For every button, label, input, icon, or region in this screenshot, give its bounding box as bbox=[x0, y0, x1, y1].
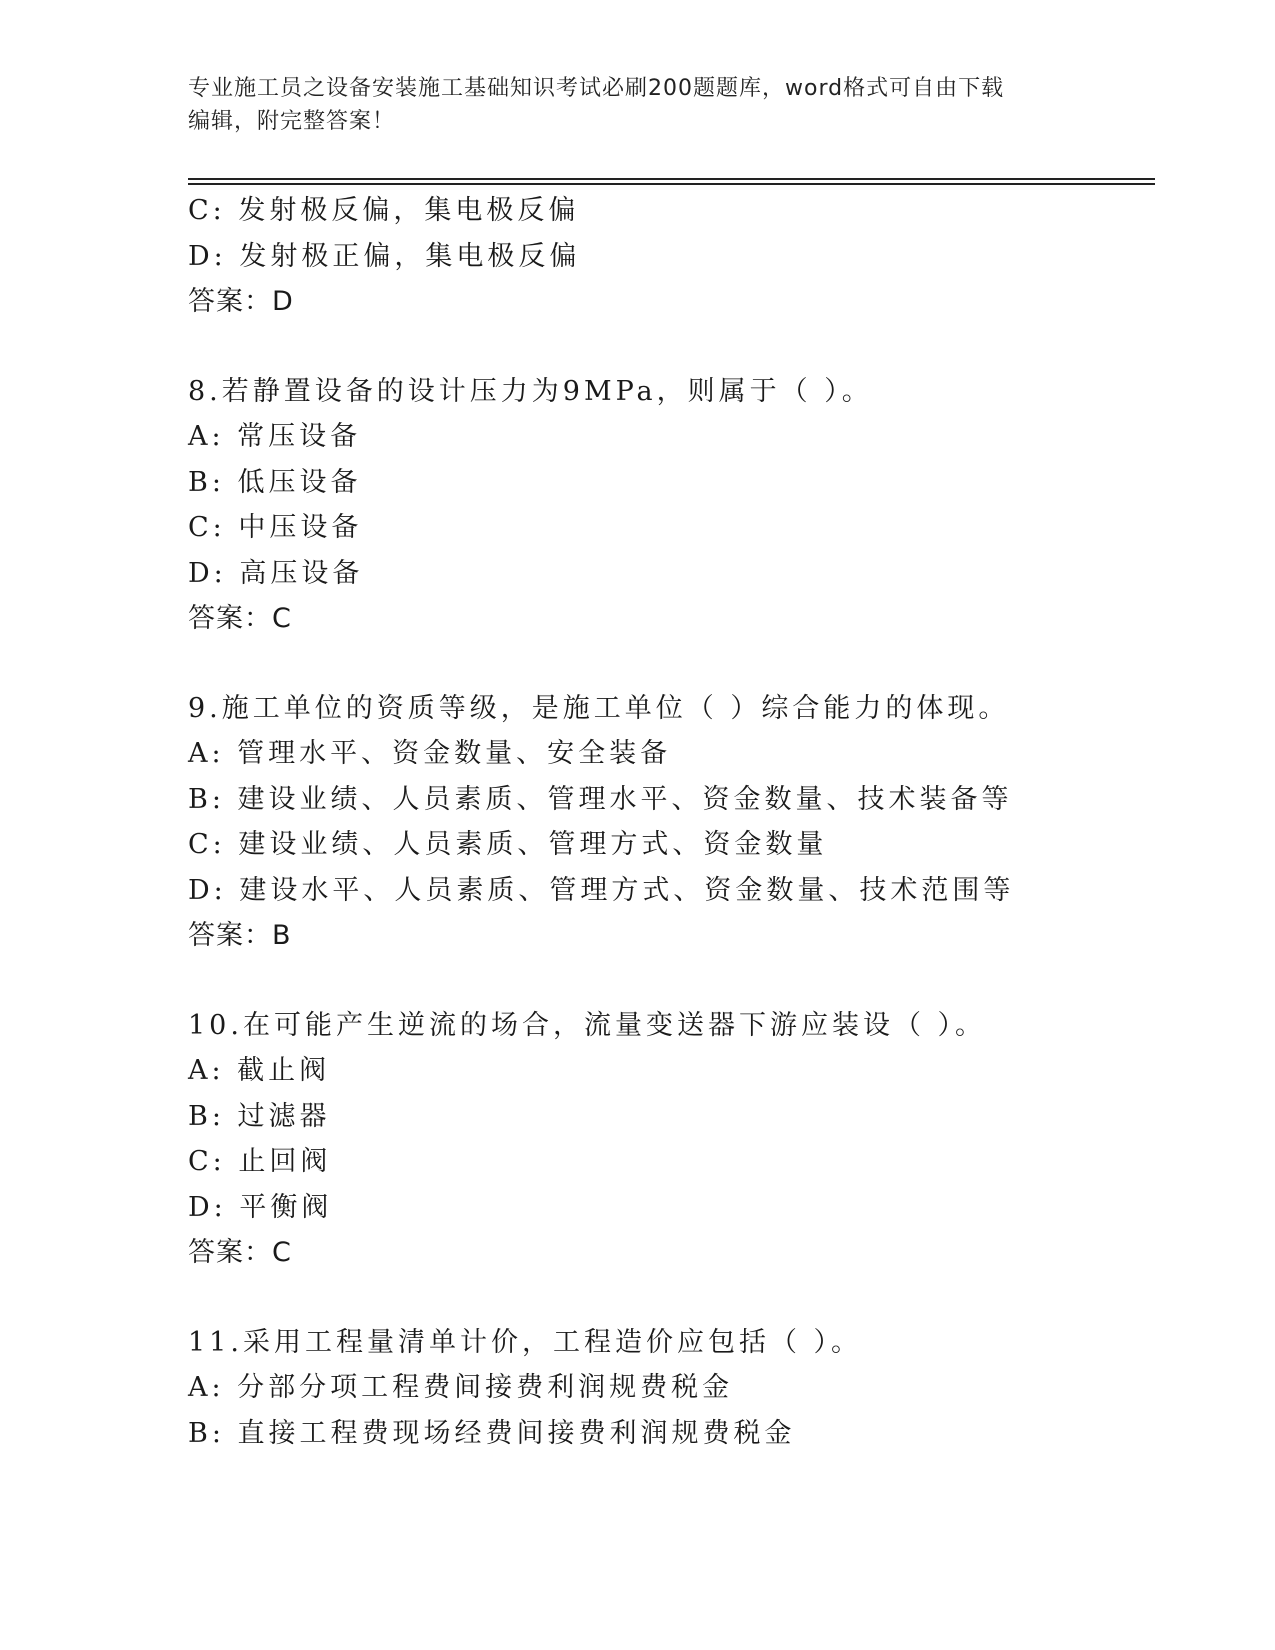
option-a: A: 分部分项工程费间接费利润规费税金 bbox=[188, 1372, 734, 1403]
option-a: A: 截止阀 bbox=[188, 1055, 331, 1086]
header-title-line2: 编辑，附完整答案！ bbox=[188, 109, 396, 134]
answer-line: 答案：B bbox=[188, 920, 292, 951]
option-c: C: 止回阀 bbox=[188, 1146, 332, 1177]
question-stem-9: 9.施工单位的资质等级，是施工单位（ ）综合能力的体现。 bbox=[188, 692, 1010, 724]
header-title-line1: 专业施工员之设备安装施工基础知识考试必刷200题题库，word格式可自由下载 bbox=[188, 76, 1005, 101]
answer-line: 答案：C bbox=[188, 1237, 292, 1268]
option-b: B: 建设业绩、人员素质、管理水平、资金数量、技术装备等 bbox=[188, 783, 1013, 815]
question-stem-8: 8.若静置设备的设计压力为9MPa，则属于（ ）。 bbox=[188, 375, 873, 407]
option-d: D: 高压设备 bbox=[188, 557, 364, 589]
option-a: A: 常压设备 bbox=[188, 421, 362, 452]
option-d: D: 发射极正偏，集电极反偏 bbox=[188, 240, 581, 272]
header-divider-bottom bbox=[188, 183, 1155, 185]
option-c: C: 中压设备 bbox=[188, 512, 363, 543]
option-b: B: 低压设备 bbox=[188, 466, 362, 498]
option-b: B: 直接工程费现场经费间接费利润规费税金 bbox=[188, 1417, 796, 1449]
option-d: D: 平衡阀 bbox=[188, 1191, 333, 1223]
answer-line: 答案：C bbox=[188, 603, 292, 634]
option-a: A: 管理水平、资金数量、安全装备 bbox=[188, 738, 672, 769]
option-b: B: 过滤器 bbox=[188, 1100, 331, 1132]
option-d: D: 建设水平、人员素质、管理方式、资金数量、技术范围等 bbox=[188, 874, 1015, 906]
question-list bbox=[188, 188, 1168, 1456]
option-c: C: 发射极反偏，集电极反偏 bbox=[188, 195, 580, 226]
option-c: C: 建设业绩、人员素质、管理方式、资金数量 bbox=[188, 829, 828, 860]
header-divider-top bbox=[188, 178, 1155, 180]
answer-line: 答案：D bbox=[188, 286, 294, 317]
question-stem-11: 11.采用工程量清单计价，工程造价应包括（ ）。 bbox=[188, 1326, 863, 1358]
question-stem-10: 10.在可能产生逆流的场合，流量变送器下游应装设（ ）。 bbox=[188, 1009, 987, 1041]
document-header bbox=[188, 72, 1088, 138]
